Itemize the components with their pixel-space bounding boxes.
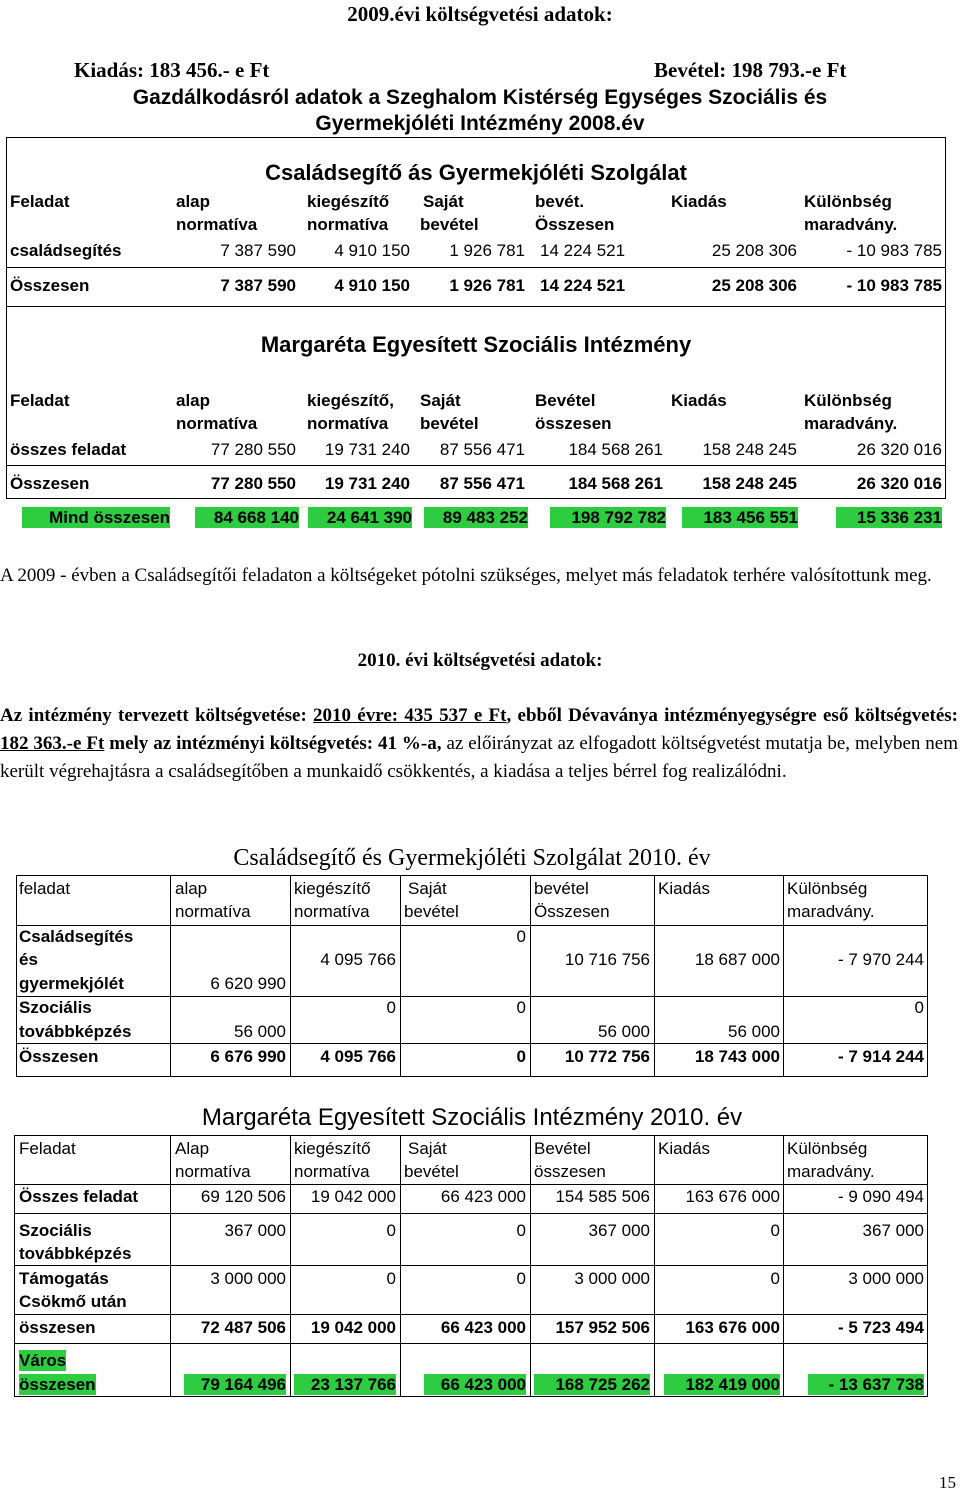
row-label: Város <box>19 1351 67 1370</box>
header-cell: bevétel <box>420 215 479 234</box>
table-cell: 14 224 521 <box>540 276 626 295</box>
budget-text: Az intézmény tervezett költségvetése: <box>0 705 314 726</box>
header-cell: normatíva <box>307 414 389 433</box>
table-cell: 19 042 000 <box>310 1318 396 1337</box>
header-cell: Bevétel <box>534 1139 591 1158</box>
header-cell: maradvány. <box>787 902 875 921</box>
header-cell: bevétel <box>404 902 459 921</box>
header-cell: Saját <box>423 192 464 211</box>
header-cell: Kiadás <box>658 879 710 898</box>
table-cell: 7 387 590 <box>220 276 296 295</box>
header-cell: maradvány. <box>804 414 898 433</box>
row-divider <box>14 1265 928 1266</box>
header-cell: normatíva <box>175 902 251 921</box>
col-divider <box>170 875 171 1077</box>
col-divider <box>290 875 291 1077</box>
header-cell: maradvány. <box>787 1162 875 1181</box>
table-cell: 56 000 <box>234 1022 286 1041</box>
grand-total-cell: 79 164 496 <box>184 1374 286 1395</box>
col-divider <box>530 1135 531 1397</box>
paragraph-2009-note: A 2009 - évben a Családsegítői feladaton a költségeket pótolni szükséges, melyet más feladatok terhére valósítottunk meg. <box>0 565 932 586</box>
table-cell: 19 042 000 <box>310 1187 396 1206</box>
grand-total-cell: 198 792 782 <box>550 507 666 528</box>
table-cell: 56 000 <box>598 1022 650 1041</box>
table-cell: 184 568 261 <box>568 440 663 459</box>
row-label: Szociális <box>19 998 92 1017</box>
header-cell: kiegészítő <box>307 192 390 211</box>
header-cell: bevét. <box>535 192 585 211</box>
table-cell: 0 <box>770 1221 780 1240</box>
header-cell: alap <box>176 391 211 410</box>
table-cell: 157 952 506 <box>555 1318 650 1337</box>
table-cell: 66 423 000 <box>440 1318 526 1337</box>
col-divider <box>654 875 655 1077</box>
table-cell: 77 280 550 <box>210 440 296 459</box>
grand-total-cell: 24 641 390 <box>308 507 412 528</box>
header-cell: Saját <box>408 879 447 898</box>
table-cell: 25 208 306 <box>711 241 797 260</box>
row-label: Csökmő után <box>19 1292 127 1311</box>
col-divider <box>530 875 531 1077</box>
header-cell: alap <box>175 879 208 898</box>
header-cell: Bevétel <box>535 391 596 410</box>
table-cell: - 10 983 785 <box>846 241 942 260</box>
header-cell: Különbség <box>787 1139 868 1158</box>
table-cell: 77 280 550 <box>210 474 296 493</box>
table-cell: - 5 723 494 <box>837 1318 924 1337</box>
table-cell: 18 687 000 <box>694 950 780 969</box>
table-cell: 25 208 306 <box>711 276 797 295</box>
header-cell: bevétel <box>534 879 589 898</box>
row-divider <box>14 1213 928 1214</box>
header-cell: normatíva <box>175 1162 251 1181</box>
row-label: Összesen <box>19 1047 99 1066</box>
table-cell: 4 095 766 <box>320 950 396 969</box>
header-cell: összesen <box>534 1162 606 1181</box>
row-divider <box>14 1314 928 1315</box>
table-cell: 4 910 150 <box>334 276 410 295</box>
table-cell: 4 095 766 <box>320 1047 396 1066</box>
header-cell: Alap <box>175 1139 210 1158</box>
header-cell: normatíva <box>176 414 258 433</box>
row-divider <box>14 1343 928 1344</box>
table-cell: 1 926 781 <box>449 276 525 295</box>
col-divider <box>290 1135 291 1397</box>
table-cell: 10 716 756 <box>564 950 650 969</box>
header-cell: Feladat <box>19 1139 76 1158</box>
table-cell: - 7 914 244 <box>837 1047 924 1066</box>
grand-total-cell: 23 137 766 <box>294 1374 396 1395</box>
table-cell: 26 320 016 <box>856 474 942 493</box>
kiadas-summary: Kiadás: 183 456.- e Ft <box>74 58 270 82</box>
table-cell: 10 772 756 <box>564 1047 650 1066</box>
col-divider <box>654 1135 655 1397</box>
header-cell: Összesen <box>534 902 610 921</box>
header-cell: Feladat <box>10 391 70 410</box>
col-divider <box>783 875 784 1077</box>
table-cell: 367 000 <box>862 1221 924 1240</box>
col-divider <box>783 1135 784 1397</box>
table-cell: 1 926 781 <box>449 241 525 260</box>
table-cell: 0 <box>770 1269 780 1288</box>
row-label: továbbképzés <box>19 1022 132 1041</box>
row-label: Összes feladat <box>19 1187 139 1206</box>
table-cell: 87 556 471 <box>439 440 525 459</box>
row-divider <box>6 267 946 268</box>
table-cell: 0 <box>516 998 526 1017</box>
table-cell: 0 <box>386 1269 396 1288</box>
table-cell: 19 731 240 <box>324 474 410 493</box>
table-title: Margaréta Egyesített Szociális Intézmény 2010. év <box>201 1104 743 1131</box>
header-cell: Saját <box>408 1139 447 1158</box>
table-cell: 3 000 000 <box>848 1269 924 1288</box>
col-divider <box>400 875 401 1077</box>
header-cell: normatíva <box>176 215 258 234</box>
table-cell: 0 <box>516 1269 526 1288</box>
budget-devavanya-underlined: 182 363.-e Ft <box>0 733 105 754</box>
table-cell: 0 <box>386 998 396 1017</box>
row-divider <box>6 465 946 466</box>
table-cell: 4 910 150 <box>334 241 410 260</box>
col-divider <box>400 1135 401 1397</box>
table-cell: 0 <box>516 927 526 946</box>
table-cell: 163 676 000 <box>685 1318 780 1337</box>
header-cell: normatíva <box>307 215 389 234</box>
header-cell: alap <box>176 192 211 211</box>
table-cell: - 10 983 785 <box>846 276 942 295</box>
header-cell: Különbség <box>804 391 892 410</box>
budget-text: , ebből Dévaványa intézményegységre eső költségvetés: <box>506 705 958 726</box>
budget-total-underlined: 2010 évre: 435 537 e Ft <box>313 705 507 726</box>
section-title-2010: 2010. évi költségvetési adatok: <box>357 650 603 671</box>
header-cell: kiegészítő <box>294 879 371 898</box>
header-cell: Kiadás <box>671 192 727 211</box>
row-label: Szociális <box>19 1221 92 1240</box>
row-label: Összesen <box>10 276 90 295</box>
intro-line-1: Gazdálkodásról adatok a Szeghalom Kistérség Egységes Szociális és <box>132 86 828 109</box>
table-cell: 163 676 000 <box>685 1187 780 1206</box>
header-cell: kiegészítő, <box>307 391 394 410</box>
grand-total-cell: 84 668 140 <box>195 507 299 528</box>
table-cell: - 9 090 494 <box>837 1187 924 1206</box>
table-cell: 18 743 000 <box>694 1047 780 1066</box>
table-cell: 19 731 240 <box>324 440 410 459</box>
table-cell: 367 000 <box>588 1221 650 1240</box>
table-cell: 14 224 521 <box>540 241 626 260</box>
table-cell: 56 000 <box>728 1022 780 1041</box>
table-cell: 158 248 245 <box>702 474 797 493</box>
table-cell: 0 <box>386 1221 396 1240</box>
table-cell: 0 <box>516 1221 526 1240</box>
grand-total-cell: 168 725 262 <box>534 1374 650 1395</box>
row-label: összesen <box>19 1375 96 1394</box>
table-cell: 184 568 261 <box>568 474 663 493</box>
table-cell: 0 <box>516 1047 526 1066</box>
row-label: összes feladat <box>10 440 127 459</box>
header-cell: Saját <box>420 391 461 410</box>
table-cell: 3 000 000 <box>210 1269 286 1288</box>
table-cell: 6 620 990 <box>210 974 286 993</box>
table-cell: - 7 970 244 <box>837 950 924 969</box>
row-divider <box>14 1184 928 1185</box>
table-cell: 26 320 016 <box>856 440 942 459</box>
header-cell: Összesen <box>535 215 615 234</box>
table-cell: 154 585 506 <box>555 1187 650 1206</box>
table-cell: 6 676 990 <box>210 1047 286 1066</box>
row-label: összesen <box>19 1318 96 1337</box>
grand-total-cell: - 13 637 738 <box>808 1374 924 1395</box>
table-title: Margaréta Egyesített Szociális Intézmény <box>260 332 692 357</box>
row-label: és <box>19 950 38 969</box>
grand-total-cell: 183 456 551 <box>682 507 798 528</box>
table-cell: 0 <box>914 998 924 1017</box>
table-cell: 69 120 506 <box>200 1187 286 1206</box>
header-cell: Különbség <box>787 879 868 898</box>
header-cell: bevétel <box>420 414 479 433</box>
table-cell: 158 248 245 <box>702 440 797 459</box>
table-title: Családsegítő ás Gyermekjóléti Szolgálat <box>265 160 687 185</box>
grand-total-cell: 66 423 000 <box>424 1374 526 1395</box>
grand-total-cell: 89 483 252 <box>424 507 528 528</box>
table-cell: 66 423 000 <box>440 1187 526 1206</box>
intro-line-2: Gyermekjóléti Intézmény 2008.év <box>315 112 645 135</box>
header-cell: Kiadás <box>658 1139 710 1158</box>
table-cell: 87 556 471 <box>439 474 525 493</box>
row-divider <box>16 1043 928 1044</box>
budget-rest: az előirányzat az elfogadott költségvetést mutatja be, melyben nem került végrehajtásra a családsegítőben a munkaidő csökkentés, a kiadása a teljes bérrel fog realizálódni. <box>0 733 959 782</box>
row-label: gyermekjólét <box>19 974 124 993</box>
header-cell: Különbség <box>804 192 892 211</box>
row-label: Családsegítés <box>19 927 134 946</box>
row-label: Támogatás <box>19 1269 109 1288</box>
row-label: továbbképzés <box>19 1244 132 1263</box>
table-cell: 367 000 <box>224 1221 286 1240</box>
row-label: családsegítés <box>10 241 122 260</box>
budget-text: mely az intézményi költségvetés: 41 %-a, <box>104 733 442 754</box>
header-cell: feladat <box>19 879 71 898</box>
col-divider <box>170 1135 171 1397</box>
header-cell: normatíva <box>294 902 370 921</box>
grand-total-cell: 15 336 231 <box>836 507 942 528</box>
page-number: 15 <box>939 1473 956 1492</box>
header-cell: bevétel <box>404 1162 459 1181</box>
header-cell: összesen <box>535 414 612 433</box>
grand-total-label: Mind összesen <box>22 507 170 528</box>
paragraph-2010-budget <box>0 702 958 786</box>
header-cell: Feladat <box>10 192 70 211</box>
bevetel-summary: Bevétel: 198 793.-e Ft <box>654 58 847 82</box>
table-cell: 3 000 000 <box>574 1269 650 1288</box>
header-cell: kiegészítő <box>294 1139 371 1158</box>
table-title: Családsegítő és Gyermekjóléti Szolgálat 2010. év <box>233 845 711 871</box>
table-cell: 7 387 590 <box>220 241 296 260</box>
header-cell: Kiadás <box>671 391 727 410</box>
table-cell: 72 487 506 <box>200 1318 286 1337</box>
header-cell: maradvány. <box>804 215 898 234</box>
header-cell: normatíva <box>294 1162 370 1181</box>
document-title: 2009.évi költségvetési adatok: <box>347 2 613 26</box>
grand-total-cell: 182 419 000 <box>664 1374 780 1395</box>
row-label: Összesen <box>10 474 90 493</box>
